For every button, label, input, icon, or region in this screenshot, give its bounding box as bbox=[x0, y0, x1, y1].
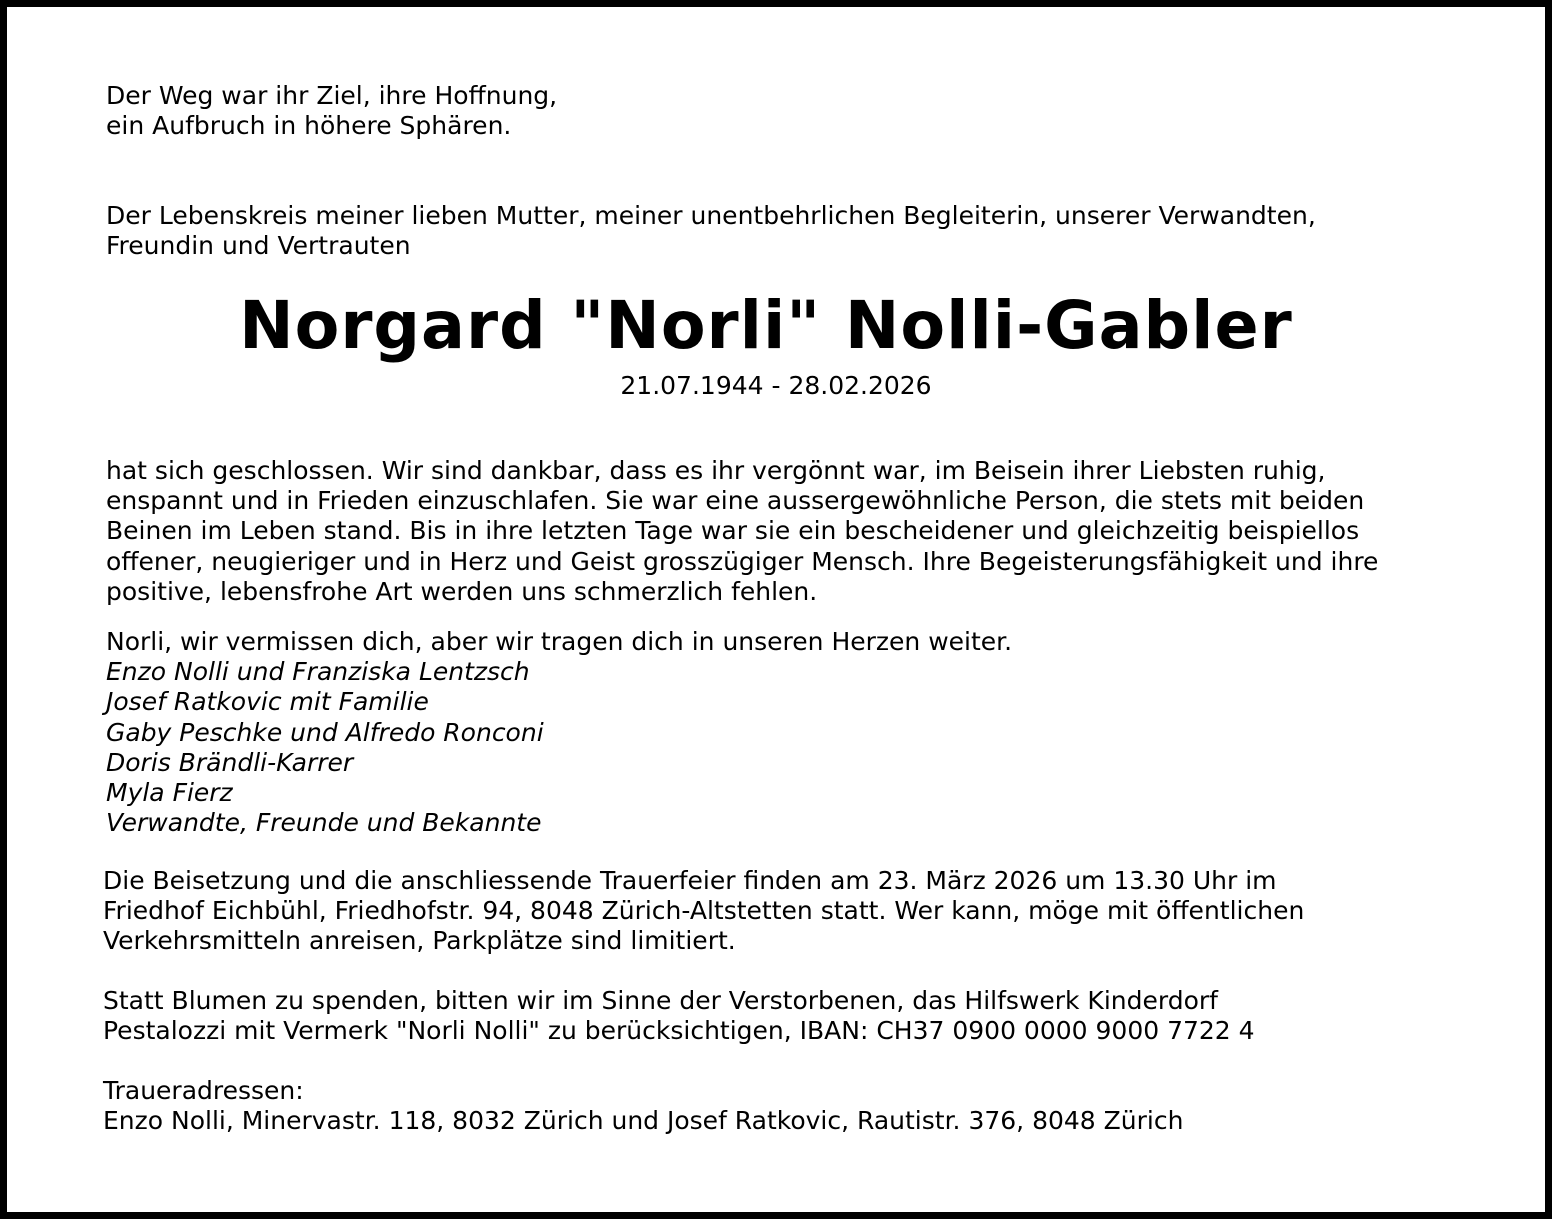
intro-text bbox=[106, 201, 1316, 261]
mourner-name: Doris Brändli-Karrer bbox=[106, 747, 354, 777]
donation-info bbox=[103, 986, 1255, 1046]
life-dates: 21.07.1944 - 28.02.2026 bbox=[620, 371, 932, 400]
motto-line: Der Weg war ihr Ziel, ihre Hoffnung, bbox=[106, 81, 558, 110]
mourner-name: Myla Fierz bbox=[106, 778, 233, 808]
funeral-info bbox=[103, 866, 1304, 957]
mourning-addresses bbox=[103, 1076, 1183, 1136]
tribute-line: enspannt und in Frieden einzuschlafen. Sie war eine aussergewöhnliche Person, die stets mit beiden bbox=[106, 486, 1365, 516]
farewell-line: Norli, wir vermissen dich, aber wir tragen dich in unseren Herzen weiter. bbox=[106, 627, 1013, 656]
mourner-name: Gaby Peschke und Alfredo Ronconi bbox=[106, 717, 544, 747]
intro-line: Der Lebenskreis meiner lieben Mutter, meiner unentbehrlichen Begleiterin, unserer Verwandten, bbox=[106, 201, 1316, 230]
motto bbox=[106, 81, 557, 141]
tribute-text bbox=[106, 456, 1378, 607]
farewell-and-mourners bbox=[106, 627, 1012, 838]
intro-line: Freundin und Vertrauten bbox=[106, 231, 411, 261]
deceased-name: Norgard "Norli" Nolli-Gabler bbox=[239, 287, 1293, 364]
motto-line: ein Aufbruch in höhere Sphären. bbox=[106, 111, 512, 141]
tribute-line: Beinen im Leben stand. Bis in ihre letzten Tage war sie ein bescheidener und gleichzeitig beispiellos bbox=[106, 516, 1360, 546]
donation-line: Statt Blumen zu spenden, bitten wir im Sinne der Verstorbenen, das Hilfswerk Kinderdorf bbox=[103, 986, 1218, 1015]
donation-line: Pestalozzi mit Vermerk "Norli Nolli" zu berücksichtigen, IBAN: CH37 0900 0000 9000 7722 4 bbox=[103, 1016, 1255, 1046]
tribute-line: offener, neugieriger und in Herz und Geist grosszügiger Mensch. Ihre Begeisterungsfähigkeit und ihre bbox=[106, 546, 1379, 576]
funeral-line: Die Beisetzung und die anschliessende Trauerfeier finden am 23. März 2026 um 13.30 Uhr im bbox=[103, 866, 1277, 895]
mourner-name: Verwandte, Freunde und Bekannte bbox=[106, 808, 542, 838]
addresses-text: Enzo Nolli, Minervastr. 118, 8032 Zürich und Josef Ratkovic, Rautistr. 376, 8048 Zürich bbox=[103, 1106, 1184, 1136]
mourner-name: Josef Ratkovic mit Familie bbox=[106, 687, 429, 717]
funeral-line: Friedhof Eichbühl, Friedhofstr. 94, 8048 Zürich-Altstetten statt. Wer kann, möge mit öffentlichen bbox=[103, 896, 1305, 926]
addresses-heading: Traueradressen: bbox=[103, 1076, 304, 1105]
funeral-line: Verkehrsmitteln anreisen, Parkplätze sind limitiert. bbox=[103, 926, 736, 956]
mourner-name: Enzo Nolli und Franziska Lentzsch bbox=[106, 657, 530, 687]
tribute-line: positive, lebensfrohe Art werden uns schmerzlich fehlen. bbox=[106, 576, 818, 606]
tribute-line: hat sich geschlossen. Wir sind dankbar, dass es ihr vergönnt war, im Beisein ihrer Liebsten ruhig, bbox=[106, 456, 1326, 485]
